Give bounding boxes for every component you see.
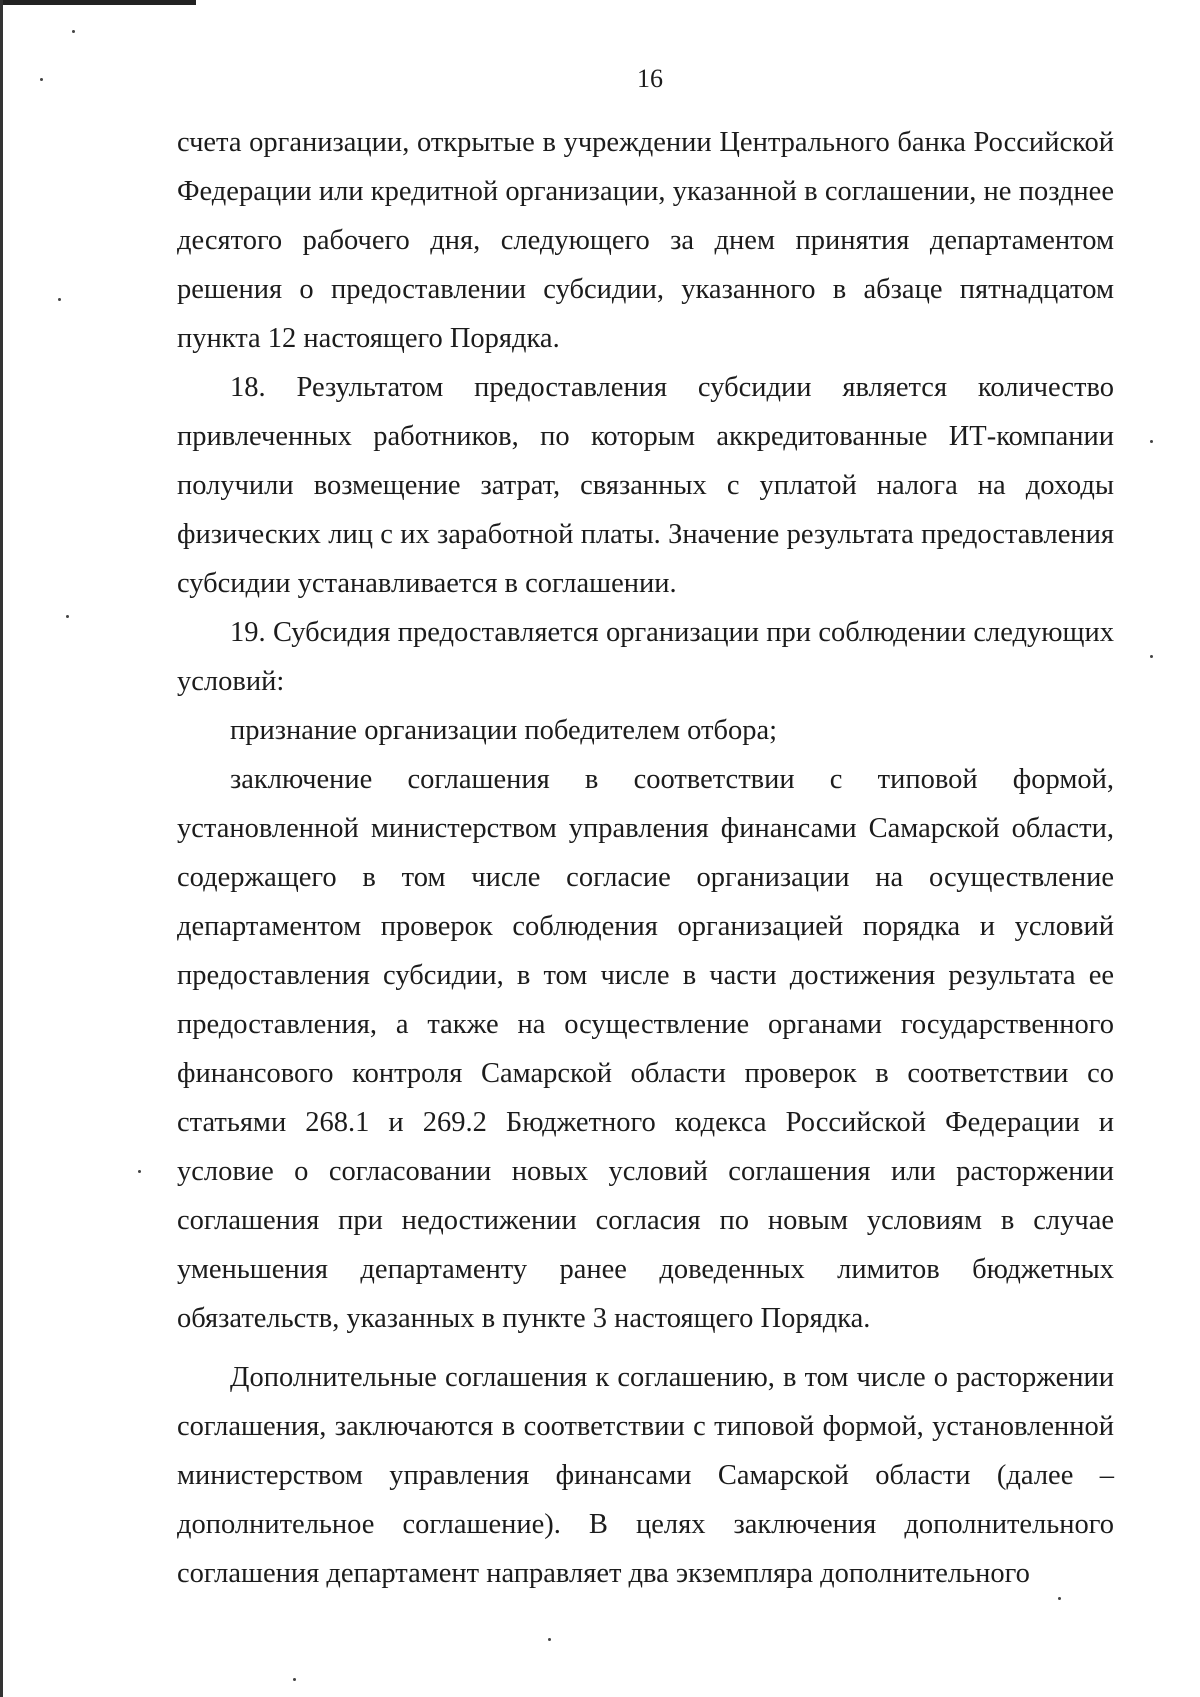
page-number: 16 xyxy=(637,64,663,93)
scan-speck xyxy=(138,1170,141,1173)
condition-item-2: заключение соглашения в соответствии с типовой формой, установленной министерством управления финансами Самарской области, содержащего в том числе согласие организации на осуществление департаментом проверок соблюдения организацией порядка и условий предоставления субсидии, в том числе в части достижения результата ее предоставления, а также на осуществление органами государственного финансового контроля Самарской области проверок в соответствии со статьями 268.1 и 269.2 Бюджетного кодекса Российской Федерации и условие о согласовании новых условий соглашения или расторжении соглашения при недостижении согласия по новым условиям в случае уменьшения департаменту ранее доведенных лимитов бюджетных обязательств, указанных в пункте 3 настоящего Порядка. xyxy=(177,764,1114,1334)
scan-speck xyxy=(1058,1597,1061,1600)
scan-speck xyxy=(1150,440,1153,443)
scan-speck xyxy=(72,30,75,33)
scan-speck xyxy=(58,298,61,301)
scan-speck xyxy=(1150,655,1153,658)
scan-speck xyxy=(40,78,43,81)
paragraph-18: 18. Результатом предоставления субсидии является количество привлеченных работников, по которым аккредитованные ИТ-компании получили возмещение затрат, связанных с уплатой налога на доходы физических лиц с их заработной платы. Значение результата предоставления субсидии устанавливается в соглашении. xyxy=(177,372,1114,599)
scan-speck xyxy=(548,1638,551,1641)
scan-speck xyxy=(293,1678,296,1681)
paragraph-19: 19. Субсидия предоставляется организации при соблюдении следующих условий: xyxy=(177,617,1114,697)
document-body xyxy=(177,118,1114,1598)
paragraph-continuation: счета организации, открытые в учреждении Центрального банка Российской Федерации или кредитной организации, указанной в соглашении, не позднее десятого рабочего дня, следующего за днем принятия департаментом решения о предоставлении субсидии, указанного в абзаце пятнадцатом пункта 12 настоящего Порядка. xyxy=(177,127,1114,354)
condition-item-1: признание организации победителем отбора; xyxy=(230,715,778,746)
scan-edge-left xyxy=(0,0,3,1697)
scan-speck xyxy=(66,615,69,618)
scan-edge-top xyxy=(0,0,196,5)
paragraph-additional-agreements: Дополнительные соглашения к соглашению, в том числе о расторжении соглашения, заключаются в соответствии с типовой формой, установленной министерством управления финансами Самарской области (далее – дополнительное соглашение). В целях заключения дополнительного соглашения департамент направляет два экземпляра дополнительного xyxy=(177,1362,1114,1589)
